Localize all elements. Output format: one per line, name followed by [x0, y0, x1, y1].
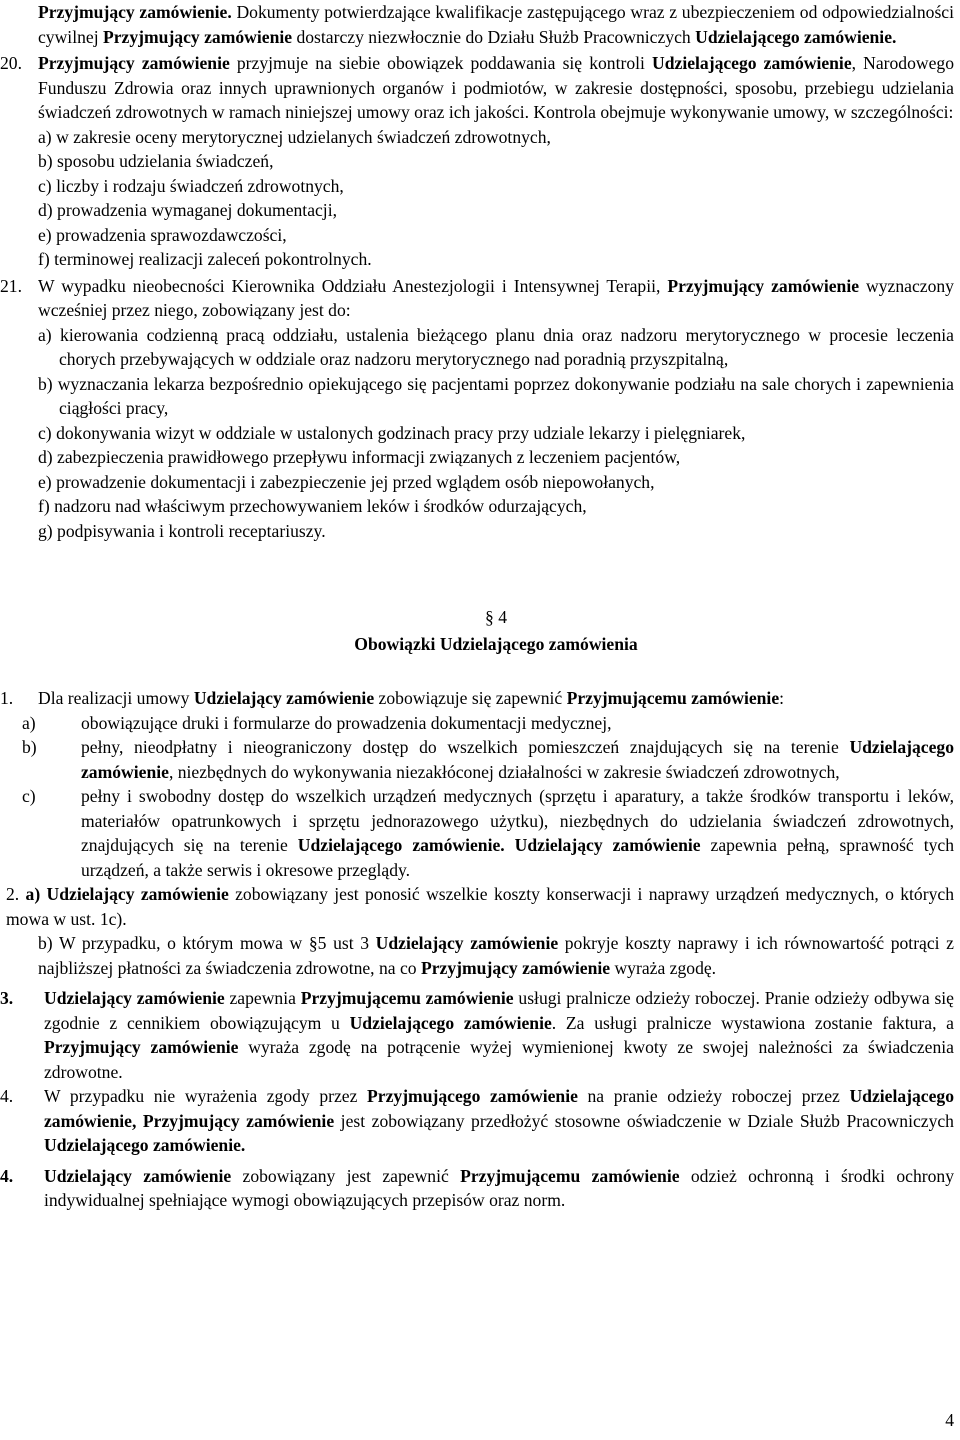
- section-item-3: [0, 986, 954, 1084]
- bold-text: Udzielający zamówienie: [193, 688, 375, 708]
- list-item: e) prowadzenie dokumentacji i zabezpieczenie jej przed wglądem osób niepowołanych,: [38, 471, 655, 492]
- bold-text: Przyjmujący zamówienie: [102, 26, 293, 47]
- bold-text: Udzielającego zamówienie: [81, 737, 954, 782]
- clause-20-text: [38, 51, 954, 125]
- item-number: 1.: [0, 688, 14, 708]
- bold-text: Udzielającego zamówienie.: [297, 835, 505, 855]
- section-item-1: [0, 686, 954, 882]
- text: zobowiązany jest zapewnić: [231, 1165, 461, 1186]
- clause-20-list: [38, 125, 954, 272]
- list-item-c: [22, 784, 954, 882]
- bold-text: Przyjmującemu zamówienie: [460, 1165, 680, 1186]
- section-item-4b-text: [44, 1164, 954, 1213]
- text: pełny i swobodny dostęp do wszelkich urządzeń medycznych (sprzętu i aparatury, a także środków transportu i leków, materiałów opatrunkowych i sprzętu jednorazowego użytku), niezbędnych do udzielania świadczeń zdrowotnych, znajdujących się na terenie: [81, 786, 954, 855]
- list-item: c) liczby i rodzaju świadczeń zdrowotnych,: [38, 175, 344, 196]
- page-number: 4: [945, 1409, 954, 1430]
- section-item-2a: [6, 882, 954, 931]
- clause-21: [0, 274, 954, 544]
- list-item: c) dokonywania wizyt w oddziale w ustalonych godzinach pracy przy udziale lekarzy i pielęgniarek,: [38, 422, 746, 443]
- bold-text: Udzielający zamówienie: [44, 1165, 232, 1186]
- text: Dokumenty potwierdzające kwalifikacje zastępującego wraz z ubezpieczeniem od odpowiedzialności cywilnej: [38, 2, 954, 47]
- section-title: [38, 632, 954, 657]
- bold-text: Udzielającego zamówienie: [349, 1012, 552, 1033]
- clause-number: 21.: [0, 275, 22, 296]
- list-item: d) prowadzenia wymaganej dokumentacji,: [38, 200, 337, 220]
- list-item: b) wyznaczania lekarza bezpośrednio opiekującego się pacjentami poprzez dokonywanie podziału na sale chorych i zapewnienia ciągłości pracy,: [38, 373, 954, 418]
- text: Dla realizacji umowy: [38, 688, 194, 708]
- bold-text: Udzielającego zamówienie, Przyjmujący zamówienie: [44, 1086, 955, 1131]
- bold-text: Przyjmujący zamówienie: [44, 1037, 239, 1057]
- paragraph-continuation: [38, 0, 954, 49]
- bold-text: Udzielający zamówienie: [44, 988, 225, 1008]
- bold-text: Udzielającego zamówienie: [652, 53, 852, 73]
- bold-text: a): [25, 884, 47, 904]
- item-number: 4.: [0, 1086, 14, 1106]
- list-item-a: [22, 711, 954, 736]
- text: na pranie odzieży roboczej przez: [577, 1086, 850, 1106]
- text: . Za usługi pralnicze wystawiona zostanie faktura, a: [551, 1012, 954, 1033]
- text: b) W przypadku, o którym mowa w §5 ust 3: [38, 933, 376, 953]
- bold-text: Przyjmujący zamówienie: [38, 53, 230, 73]
- list-label: b): [22, 737, 37, 757]
- item-number: 3.: [0, 988, 14, 1008]
- bold-text: Udzielającego zamówienie.: [695, 26, 897, 47]
- clause-21-list: [38, 323, 954, 544]
- section-item-4b: [0, 1164, 954, 1213]
- bold-text: Przyjmujący zamówienie: [421, 957, 611, 978]
- section-item-4a-text: [44, 1084, 954, 1158]
- text: , Narodowego Funduszu Zdrowia oraz innych uprawnionych organów i podmiotów, w zakresie dostępności, sposobu, przebiegu udzielania świadczeń zdrowotnych w ramach niniejszej umowy oraz ich jakości. Kontrola obejmuje wykonywanie umowy, w szczególności:: [38, 53, 954, 122]
- clause-21-text: [38, 274, 954, 323]
- bold-text: Przyjmującemu zamówienie: [566, 688, 780, 708]
- bold-text: Udzielający zamówienie: [46, 884, 229, 904]
- text: zobowiązany jest ponosić wszelkie koszty konserwacji i naprawy urządzeń medycznych, o których mowa w ust. 1c).: [6, 884, 954, 929]
- list-item: d) zabezpieczenia prawidłowego przepływu informacji związanych z leczeniem pacjentów,: [38, 447, 681, 467]
- list-item: f) nadzoru nad właściwym przechowywaniem leków i środków odurzających,: [38, 496, 587, 516]
- text: wyraża zgodę na potrącenie wyżej wymienionej kwoty ze swojej należności za świadczenia zdrowotne.: [44, 1037, 954, 1082]
- section-item-4a: [0, 1084, 955, 1158]
- list-item-b: [22, 735, 954, 784]
- text: wyraża zgodę.: [610, 957, 717, 978]
- text: W wypadku nieobecności Kierownika Oddziału Anestezjologii i Intensywnej Terapii,: [38, 275, 668, 296]
- bold-text: Udzielającego zamówienie.: [44, 1135, 246, 1155]
- list-item: e) prowadzenia sprawozdawczości,: [38, 224, 287, 245]
- section-item-2b: [6, 931, 954, 980]
- text: , niezbędnych do wykonywania niezakłóconej działalności w zakresie świadczeń zdrowotnych,: [168, 761, 840, 782]
- text: pokryje koszty naprawy i ich równowartość potrąci z najbliższej płatności za świadczenia zdrowotne, na co: [38, 933, 954, 978]
- section-item-2: [6, 882, 954, 980]
- text: dostarczy niezwłocznie do Działu Służb Pracowniczych: [292, 26, 696, 47]
- text: [505, 835, 515, 855]
- list-label: c): [22, 786, 36, 806]
- text: zobowiązuje się zapewnić: [374, 688, 567, 708]
- bold-text: Przyjmujący zamówienie.: [38, 2, 232, 22]
- section-item-3-text: [44, 986, 954, 1084]
- list-item: f) terminowej realizacji zaleceń pokontrolnych.: [38, 249, 372, 269]
- bold-text: Obowiązki Udzielającego zamówienia: [354, 633, 638, 654]
- text: zapewnia: [224, 988, 301, 1008]
- section-number: § 4: [485, 607, 507, 627]
- text: odzież ochronną i środki ochrony indywidualnej spełniające wymogi obowiązujących przepisów oraz norm.: [44, 1165, 954, 1210]
- list-item: b) sposobu udzielania świadczeń,: [38, 151, 274, 171]
- bold-text: Przyjmujący zamówienie: [667, 275, 860, 296]
- text: usługi pralnicze odzieży roboczej. Pranie odzieży odbywa się zgodnie z cennikiem obowiązującym u: [44, 988, 954, 1033]
- list-text: obowiązujące druki i formularze do prowadzenia dokumentacji medycznej,: [81, 712, 612, 733]
- bold-text: Udzielający zamówienie: [375, 933, 559, 953]
- list-item: a) kierowania codzienną pracą oddziału, ustalenia bieżącego planu dnia oraz nadzoru merytorycznego w procesie leczenia chorych przebywających w oddziale oraz nadzoru merytorycznego nad poradnią przyszpitalną,: [38, 324, 954, 369]
- bold-text: Przyjmującego zamówienie: [367, 1086, 578, 1106]
- list-text: [81, 735, 954, 784]
- text: :: [779, 688, 785, 708]
- list-text: [81, 784, 954, 882]
- item-number: 2.: [6, 884, 20, 904]
- text: przyjmuje na siebie obowiązek poddawania się kontroli: [229, 53, 653, 73]
- list-item: a) w zakresie oceny merytorycznej udzielanych świadczeń zdrowotnych,: [38, 126, 551, 147]
- text: wyznaczony wcześniej przez niego, zobowiązany jest do:: [38, 275, 954, 320]
- clause-20: [0, 51, 954, 272]
- list-item: g) podpisywania i kontroli receptariuszy.: [38, 520, 326, 541]
- text: zapewnia pełną, sprawność tych urządzeń, a także serwis i okresowe przeglądy.: [81, 835, 954, 880]
- bold-text: Przyjmującemu zamówienie: [300, 988, 514, 1008]
- text: W przypadku nie wyrażenia zgody przez: [44, 1086, 368, 1106]
- clause-number: 20.: [0, 53, 22, 73]
- section-item-1-text: [38, 686, 954, 711]
- item-number: 4.: [0, 1165, 14, 1186]
- text: pełny, nieodpłatny i nieograniczony dostęp do wszelkich pomieszczeń znajdujących się na terenie: [81, 737, 850, 757]
- bold-text: Udzielający zamówienie: [514, 835, 701, 855]
- list-label: a): [22, 712, 36, 733]
- text: jest zobowiązany przedłożyć stosowne oświadczenie w Dziale Służb Pracowniczych: [334, 1110, 954, 1131]
